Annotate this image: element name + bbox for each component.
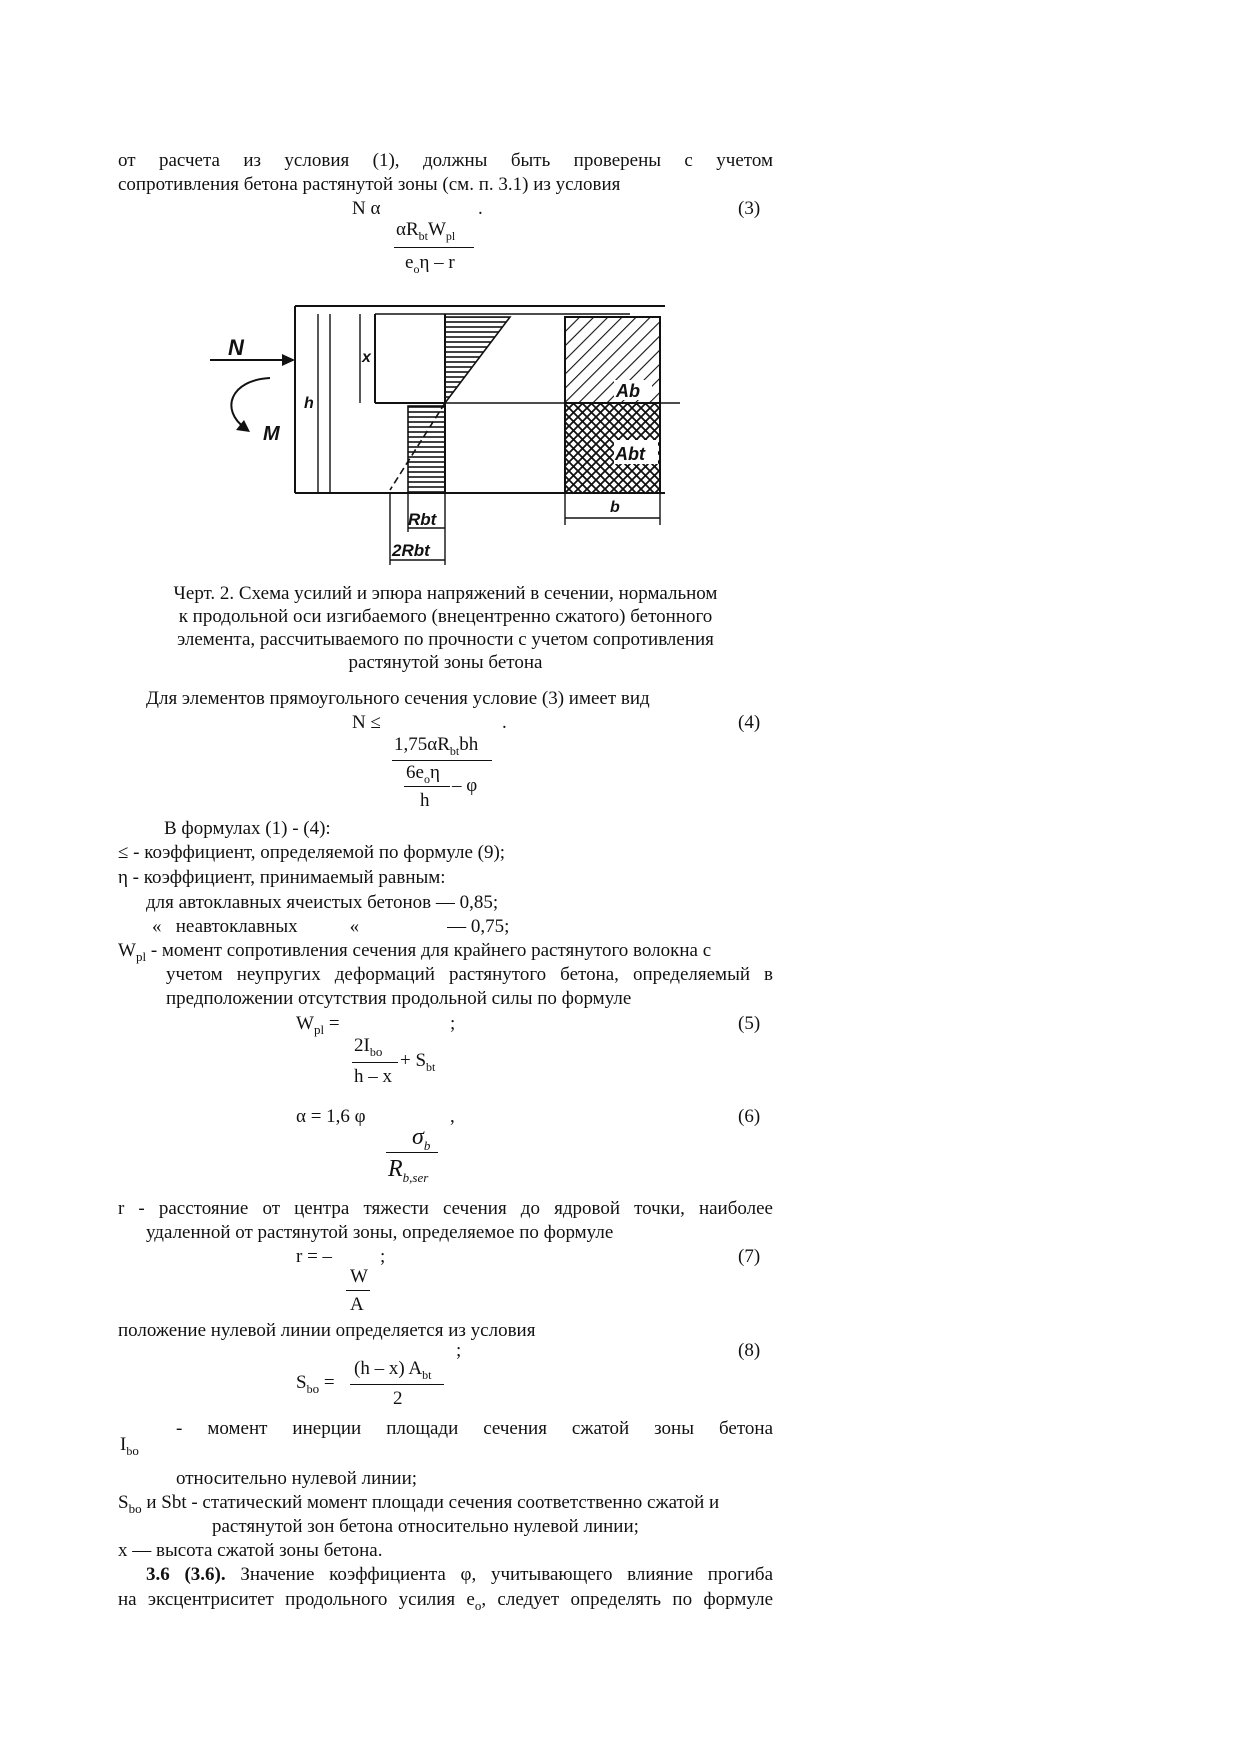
eq4-minus-phi: – φ	[452, 775, 478, 796]
caption-line-4: растянутой зоны бетона	[348, 652, 543, 673]
compression-epure	[445, 317, 510, 403]
tension-epure	[408, 406, 445, 493]
def-eta: η - коэффициент, принимаемый равным:	[118, 867, 446, 888]
ibo-symbol: $I_{bo}$	[120, 1434, 139, 1458]
label-b: b	[610, 499, 620, 516]
label-h: h	[304, 395, 314, 412]
def-wpl-line-2: учетом неупругих деформаций растянутого бетона, определяемый в	[166, 964, 773, 985]
eq6-denominator: $R_{b,ser}$	[388, 1156, 429, 1185]
eq4-inner-bar	[404, 786, 450, 787]
label-M: M	[263, 423, 280, 445]
eq7-semicolon: ;	[380, 1246, 386, 1267]
intro-line-1: от расчета из условия (1), должны быть проверены с учетом	[118, 150, 773, 171]
eq3-lhs: N α	[352, 198, 381, 219]
def-wpl-line-3: предположении отсутствия продольной силы по формуле	[166, 988, 632, 1009]
sbo-line-2: растянутой зон бетона относительно нулевой линии;	[212, 1516, 639, 1537]
eq4-number: (4)	[738, 712, 761, 733]
eq8-number: (8)	[738, 1340, 761, 1361]
eq6-number: (6)	[738, 1106, 761, 1127]
r-def-line-1: r - расстояние от центра тяжести сечения до ядровой точки, наиболее	[118, 1198, 773, 1219]
p36-line-1: 3.6 (3.6). Значение коэффициента φ, учитывающего влияние прогиба	[146, 1564, 774, 1585]
eq4-numerator: $1,75\alpha R_{bt}bh$	[394, 734, 479, 758]
eq5-number: (5)	[738, 1013, 761, 1034]
eq7-denominator: A	[350, 1294, 364, 1315]
label-Ab: Ab	[616, 381, 640, 401]
eq7-lhs: r = –	[296, 1246, 333, 1267]
def-wpl-line-1: $W_{pl}$ - момент сопротивления сечения для крайнего растянутого волокна с	[118, 940, 712, 964]
eq5-lhs: $W_{pl}$ =	[296, 1013, 340, 1037]
caption-line-3: элемента, рассчитываемого по прочности с учетом сопротивления	[177, 629, 714, 650]
eq8-denominator: 2	[393, 1388, 403, 1409]
eq6-fraction-bar	[386, 1152, 438, 1153]
def-eta-nonautoclave: « неавтоклавных « — 0,75;	[152, 916, 510, 937]
x-def: x — высота сжатой зоны бетона.	[118, 1540, 383, 1561]
eq4-dot: .	[502, 712, 507, 733]
paragraph-null-line: положение нулевой линии определяется из условия	[118, 1320, 536, 1341]
eq5-fraction-bar	[352, 1062, 398, 1063]
eq4-lhs: N ≤	[352, 712, 381, 733]
intro-line-2: сопротивления бетона растянутой зоны (см. п. 3.1) из условия	[118, 174, 621, 195]
r-def-line-2: удаленной от растянутой зоны, определяемое по формуле	[146, 1222, 614, 1243]
eq3-denominator: $e_o\eta$ – r	[405, 252, 455, 276]
eq3-number: (3)	[738, 198, 761, 219]
caption-line-2: к продольной оси изгибаемого (внецентренно сжатого) бетонного	[178, 606, 713, 627]
eq5-semicolon: ;	[450, 1013, 456, 1034]
eq8-lhs: $S_{bo}$ =	[296, 1372, 335, 1396]
eq3-fraction-bar	[394, 247, 474, 248]
defs-intro: В формулах (1) - (4):	[164, 818, 331, 839]
label-Abt: Abt	[615, 444, 645, 464]
eq8-numerator: (h – x) $A_{bt}$	[354, 1358, 432, 1382]
p36-line-2: на эксцентриситет продольного усилия $e_o$, следует определять по формуле	[118, 1589, 773, 1613]
eq7-number: (7)	[738, 1246, 761, 1267]
eq6-numerator: $\sigma_b$	[412, 1124, 431, 1153]
eq3-dot: .	[478, 198, 483, 219]
label-2Rbt: 2Rbt	[392, 541, 430, 560]
eq6-comma: ,	[450, 1106, 455, 1127]
eq5-plus-sbt: + $S_{bt}$	[400, 1050, 436, 1074]
eq3-numerator: $\alpha R_{bt}W_{pl}$	[396, 219, 456, 243]
eq8-semicolon: ;	[456, 1340, 462, 1361]
eq4-inner-numerator: $6e_o\eta$	[406, 762, 440, 786]
eq4-main-bar	[392, 760, 492, 761]
ibo-line-1: - момент инерции площади сечения сжатой зоны бетона	[176, 1418, 773, 1439]
eq7-fraction-bar	[346, 1290, 370, 1291]
eq5-numerator: $2I_{bo}$	[354, 1035, 383, 1059]
caption-line-1: Черт. 2. Схема усилий и эпюра напряжений в сечении, нормальном	[173, 583, 718, 604]
eq7-numerator: W	[350, 1266, 368, 1287]
paragraph-rect-section: Для элементов прямоугольного сечения условие (3) имеет вид	[146, 688, 650, 709]
eq5-denominator: h – x	[354, 1066, 392, 1087]
label-x: x	[362, 349, 371, 366]
figure-caption	[118, 582, 773, 674]
eq8-fraction-bar	[350, 1384, 444, 1385]
def-eta-autoclave: для автоклавных ячеистых бетонов — 0,85;	[146, 892, 499, 913]
sbo-line-1: $S_{bo}$ и Sbt - статический момент площади сечения соответственно сжатой и	[118, 1492, 720, 1516]
stress-diagram-figure	[200, 300, 680, 575]
def-le: ≤ - коэффициент, определяемой по формуле (9);	[118, 842, 506, 863]
eq6-lhs: α = 1,6 φ	[296, 1106, 366, 1127]
eq4-inner-denominator: h	[420, 790, 430, 811]
label-N: N	[228, 335, 244, 360]
ibo-line-2: относительно нулевой линии;	[176, 1468, 418, 1489]
label-Rbt: Rbt	[408, 510, 437, 529]
